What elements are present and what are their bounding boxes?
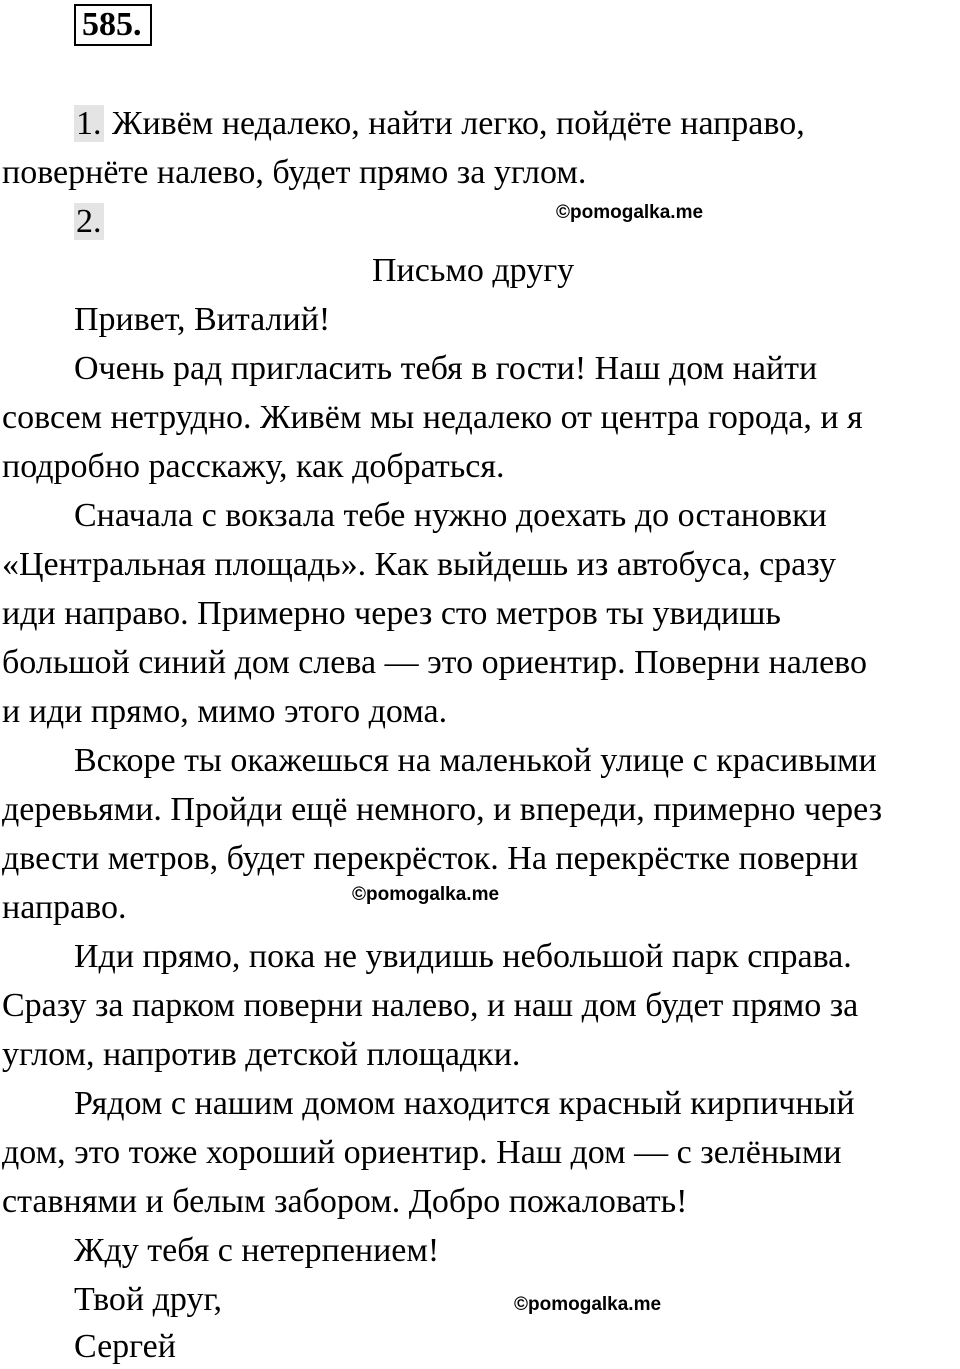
paragraph-5-line-1: Рядом с нашим домом находится красный кирпичный	[74, 1085, 855, 1122]
exercise-number: 585.	[74, 4, 152, 46]
paragraph-3-line-3: двести метров, будет перекрёсток. На перекрёстке поверни	[2, 840, 859, 877]
item1-line-2: повернёте налево, будет прямо за углом.	[2, 154, 587, 191]
paragraph-1-line-1: Очень рад пригласить тебя в гости! Наш дом найти	[74, 350, 818, 387]
paragraph-3-line-1: Вскоре ты окажешься на маленькой улице с красивыми	[74, 742, 877, 779]
greeting: Привет, Виталий!	[74, 301, 331, 338]
item1-marker: 1.	[76, 105, 102, 142]
paragraph-1-line-3: подробно расскажу, как добраться.	[2, 448, 505, 485]
watermark-2: ©pomogalka.me	[352, 884, 500, 905]
paragraph-4-line-3: углом, напротив детской площадки.	[2, 1036, 521, 1073]
paragraph-2-line-3: иди направо. Примерно через сто метров ты увидишь	[2, 595, 781, 632]
signature: Сергей	[74, 1328, 176, 1365]
paragraph-2-line-5: и иди прямо, мимо этого дома.	[2, 693, 448, 730]
letter-title: Письмо другу	[372, 252, 575, 289]
item1-line-1: 1. Живём недалеко, найти легко, пойдёте направо,	[76, 105, 805, 142]
paragraph-2-line-4: большой синий дом слева — это ориентир. Поверни налево	[2, 644, 867, 681]
item2-line	[74, 202, 104, 242]
paragraph-4-line-1: Иди прямо, пока не увидишь небольшой парк справа.	[74, 938, 852, 975]
watermark-1: ©pomogalka.me	[556, 202, 704, 223]
signoff: Твой друг,	[74, 1281, 223, 1318]
paragraph-2-line-1: Сначала с вокзала тебе нужно доехать до остановки	[74, 497, 827, 534]
paragraph-5-line-2: дом, это тоже хороший ориентир. Наш дом — с зелёными	[2, 1134, 842, 1171]
paragraph-1-line-2: совсем нетрудно. Живём мы недалеко от центра города, и я	[2, 399, 863, 436]
watermark-3: ©pomogalka.me	[514, 1294, 662, 1315]
paragraph-3-line-4: направо.	[2, 889, 127, 926]
closing: Жду тебя с нетерпением!	[74, 1232, 440, 1269]
paragraph-3-line-2: деревьями. Пройди ещё немного, и впереди, примерно через	[2, 791, 883, 828]
paragraph-5-line-3: ставнями и белым забором. Добро пожаловать!	[2, 1183, 688, 1220]
paragraph-4-line-2: Сразу за парком поверни налево, и наш дом будет прямо за	[2, 987, 859, 1024]
item2-marker: 2.	[76, 203, 102, 240]
paragraph-2-line-2: «Центральная площадь». Как выйдешь из автобуса, сразу	[2, 546, 836, 583]
